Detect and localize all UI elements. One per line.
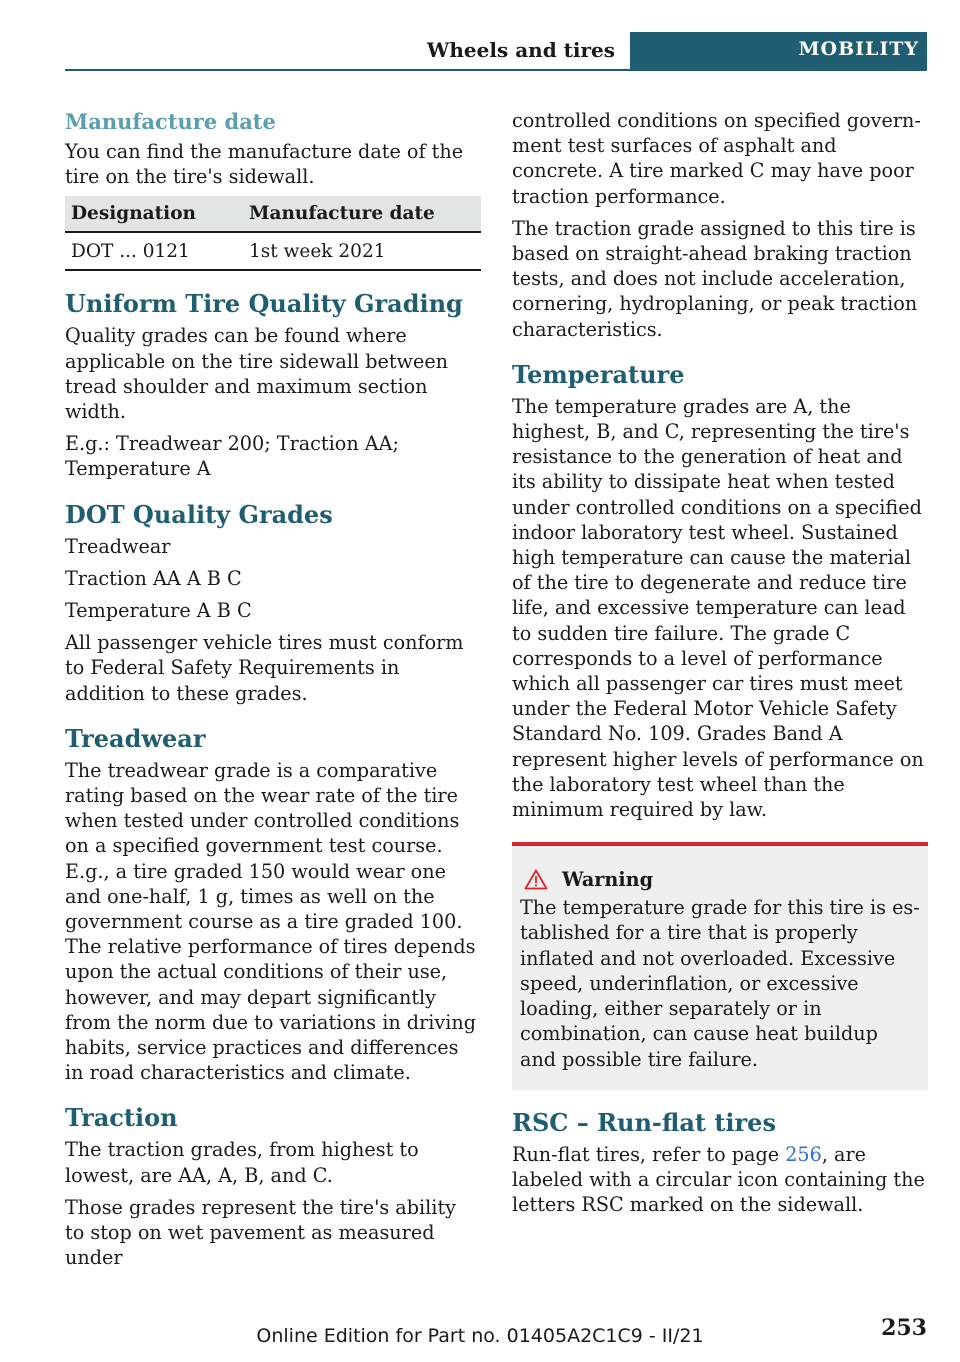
table-header-designation: Designation xyxy=(65,196,243,232)
traction-paragraph-1: The traction grades, from highest to lowest, are AA, A, B, and C. xyxy=(65,1138,419,1187)
utqg-paragraph-1: Quality grades can be found where applicable on the tire sidewall between tread shoulder and maximum section width. xyxy=(65,324,449,424)
right-column xyxy=(512,108,928,1224)
rsc-text-after: , are labeled with a circular icon containing the letters RSC marked on the sidewall. xyxy=(512,1142,925,1217)
rsc-paragraph xyxy=(512,1142,928,1218)
manufacture-date-heading: Manufacture date xyxy=(65,109,276,134)
table-cell-date: 1st week 2021 xyxy=(243,232,481,270)
dot-paragraph: All passenger vehicle tires must conform to Federal Safety Requirements in addition to these grades. xyxy=(65,631,464,705)
traction-continued-paragraph-1: controlled conditions on specified government test surfaces of asphalt and concrete. A tire marked C may have poor traction performance. xyxy=(512,109,921,208)
traction-paragraph-2: Those grades represent the tire's ability to stop on wet pavement as measured under xyxy=(65,1195,456,1270)
header-rule xyxy=(65,69,927,71)
table-header-manufacture-date: Manufacture date xyxy=(243,196,481,232)
temperature-heading: Temperature xyxy=(512,359,685,389)
left-column xyxy=(65,108,481,1278)
dot-line-treadwear: Treadwear xyxy=(65,534,171,558)
manufacture-date-text: You can find the manufacture date of the tire on the tire's sidewall. xyxy=(65,140,464,189)
table-header-row xyxy=(65,196,481,232)
utqg-paragraph-2: E.g.: Treadwear 200; Traction AA; Temperature A xyxy=(65,432,399,481)
page-number: 253 xyxy=(881,1315,927,1341)
warning-triangle-icon xyxy=(524,869,548,890)
table-row xyxy=(65,232,481,270)
utqg-heading: Uniform Tire Quality Grading xyxy=(65,289,463,319)
page-256-link[interactable]: 256 xyxy=(785,1142,822,1166)
footer-edition-text: Online Edition for Part no. 01405A2C1C9 - II/21 xyxy=(256,1325,704,1347)
header-chapter-tab: MOBILITY xyxy=(630,32,927,69)
traction-heading: Traction xyxy=(65,1103,178,1133)
manufacture-date-table xyxy=(65,196,481,271)
warning-text: The temperature grade for this tire is established for a tire that is properly inflated and not overloaded. Excessive speed, underinflation, or excessive loading, either separately or in combination, can cause heat buildup and possible tire failure. xyxy=(520,896,920,1071)
dot-line-temperature: Temperature A B C xyxy=(65,599,252,623)
rsc-heading: RSC – Run-flat tires xyxy=(512,1107,776,1137)
rsc-text-before: Run-flat tires, refer to page xyxy=(512,1142,786,1166)
dot-grades-heading: DOT Quality Grades xyxy=(65,499,333,529)
warning-box xyxy=(512,842,928,1089)
table-cell-designation: DOT ... 0121 xyxy=(65,232,243,270)
temperature-paragraph: The temperature grades are A, the highest, B, and C, representing the tire's resistance to the generation of heat and its ability to dissipate heat when tested under controlled conditions on a specified indoor laboratory test wheel. Sustained high temperature can cause the material of the tire to degenerate and reduce tire life, and excessive temperature can lead to sudden tire failure. The grade C corresponds to a level of performance which all passenger car tires must meet under the Federal Motor Vehicle Safety Standard No. 109. Grades Band A represent higher levels of performance on the laboratory test wheel than the minimum required by law. xyxy=(512,394,924,822)
warning-header xyxy=(520,868,920,891)
header-section-title: Wheels and tires xyxy=(426,38,615,62)
treadwear-paragraph: The treadwear grade is a comparative rating based on the wear rate of the tire when tested under controlled conditions on a specified government test course. E.g., a tire graded 150 would wear one and one-half, 1 g, times as well on the government course as a tire graded 100. The relative performance of tires depends upon the actual conditions of their use, however, and may depart significantly from the norm due to variations in driving habits, service practices and differences in road characteristics and climate. xyxy=(65,758,477,1085)
traction-continued-paragraph-2: The traction grade assigned to this tire is based on straight-ahead braking traction tests, and does not include acceleration, cornering, hydroplaning, or peak traction characteristics. xyxy=(512,216,918,341)
dot-line-traction: Traction AA A B C xyxy=(65,566,242,590)
treadwear-heading: Treadwear xyxy=(65,723,206,753)
warning-title: Warning xyxy=(562,868,654,892)
page-header xyxy=(65,32,927,72)
